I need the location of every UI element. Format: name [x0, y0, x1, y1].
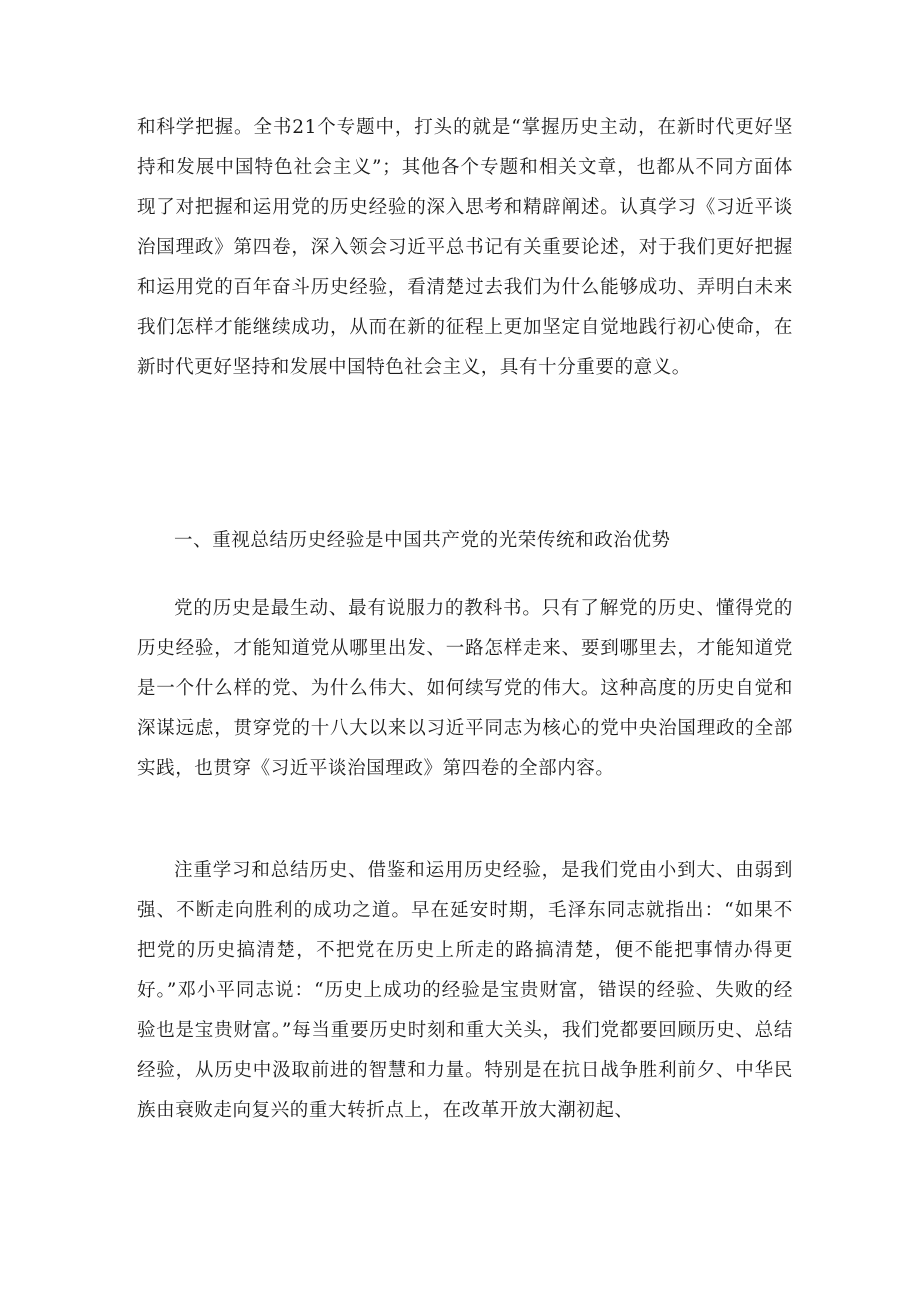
- paragraph: 党的历史是最生动、最有说服力的教科书。只有了解党的历史、懂得党的历史经验，才能知道党从哪里出发、一路怎样走来、要到哪里去，才能知道党是一个什么样的党、为什么伟大、如何续写党的伟大。这种高度的历史自觉和深谋远虑，贯穿党的十八大以来以习近平同志为核心的党中央治国理政的全部实践，也贯穿《习近平谈治国理政》第四卷的全部内容。: [137, 598, 793, 779]
- paragraph-continued: 和科学把握。全书21个专题中，打头的就是“掌握历史主动，在新时代更好坚持和发展中国特色社会主义”；其他各个专题和相关文章，也都从不同方面体现了对把握和运用党的历史经验的深入思考和精辟阐述。认真学习《习近平谈治国理政》第四卷，深入领会习近平总书记有关重要论述，对于我们更好把握和运用党的百年奋斗历史经验，看清楚过去我们为什么能够成功、弄明白未来我们怎样才能继续成功，从而在新的征程上更加坚定自觉地践行初心使命，在新时代更好坚持和发展中国特色社会主义，具有十分重要的意义。: [137, 117, 793, 378]
- section-heading: 一、重视总结历史经验是中国共产党的光荣传统和政治优势: [174, 530, 671, 551]
- paragraph: 注重学习和总结历史、借鉴和运用历史经验，是我们党由小到大、由弱到强、不断走向胜利的成功之道。早在延安时期，毛泽东同志就指出：“如果不把党的历史搞清楚，不把党在历史上所走的路搞清楚，便不能把事情办得更好。”邓小平同志说：“历史上成功的经验是宝贵财富，错误的经验、失败的经验也是宝贵财富。”每当重要历史时刻和重大关头，我们党都要回顾历史、总结经验，从历史中汲取前进的智慧和力量。特别是在抗日战争胜利前夕、中华民族由衰败走向复兴的重大转折点上，在改革开放大潮初起、: [137, 860, 793, 1121]
